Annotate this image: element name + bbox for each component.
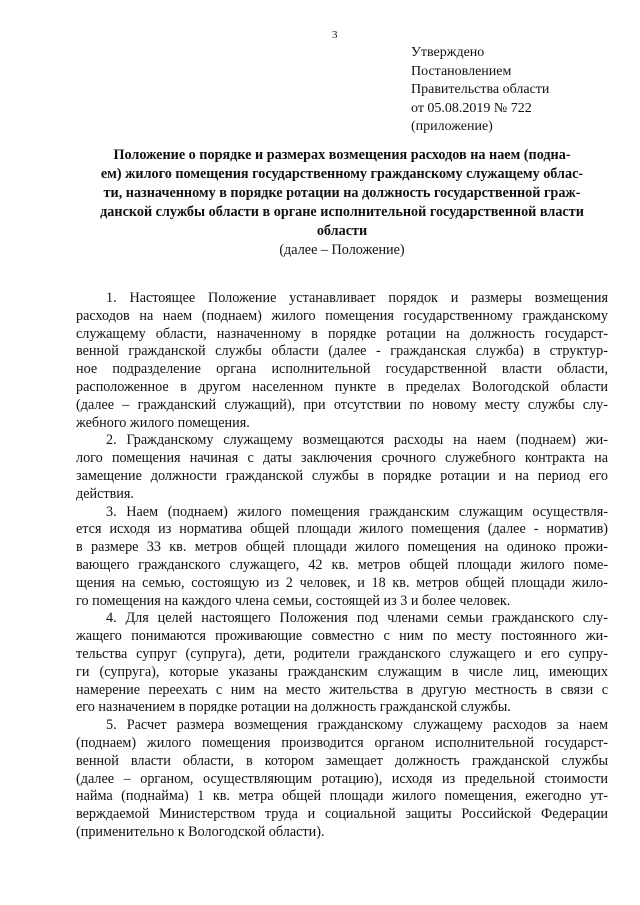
- paragraph-line: верждаемой Министерством труда и социальной защиты Российской Федерации: [76, 806, 608, 823]
- paragraph-4: [76, 610, 608, 717]
- paragraph-line: 2. Гражданскому служащему возмещаются расходы на наем (поднаем) жи-: [106, 432, 608, 449]
- paragraph-5: [76, 717, 608, 842]
- document-title: [68, 146, 616, 260]
- approval-block: [411, 44, 549, 137]
- page-number: 3: [332, 29, 338, 41]
- paragraph-line: 3. Наем (поднаем) жилого помещения гражданским служащим осуществля-: [106, 503, 608, 520]
- paragraph-line: жебного жилого помещения.: [76, 414, 250, 431]
- paragraph-line: щения на семью, состоящую из 2 человек, и 18 кв. метров общей площади жило-: [76, 574, 608, 591]
- approval-line: Постановлением: [411, 63, 512, 79]
- paragraph-line: го помещения на каждого члена семьи, состоящей из 3 и более человек.: [76, 592, 511, 609]
- title-line: ти, назначенному в порядке ротации на должность государственной граж-: [103, 185, 581, 201]
- paragraph-line: ное подразделение органа исполнительной государственной власти области,: [76, 361, 608, 378]
- paragraph-line: венной гражданской службы области (далее - гражданская служба) в структур-: [76, 343, 608, 360]
- paragraph-line: жащего понимаются проживающие совместно с ним по месту постоянного жи-: [76, 628, 608, 645]
- paragraph-line: в размере 33 кв. метров общей площади жилого помещения на одиноко прожи-: [76, 539, 608, 556]
- title-line: области: [316, 223, 368, 239]
- paragraph-line: 5. Расчет размера возмещения гражданскому служащему расходов за наем: [106, 717, 608, 734]
- title-line: данской службы области в органе исполнительной государственной власти: [100, 204, 584, 220]
- title-line: ем) жилого помещения государственному гражданскому служащему облас-: [100, 166, 584, 182]
- approval-line: Правительства области: [411, 82, 550, 98]
- paragraph-line: лого помещения начиная с даты заключения срочного служебного контракта на: [76, 450, 608, 467]
- paragraph-line: 4. Для целей настоящего Положения под членами семьи гражданского слу-: [106, 610, 608, 627]
- approval-line: Утверждено: [411, 45, 485, 60]
- paragraph-line: его назначением в порядке ротации на должность гражданской службы.: [76, 699, 511, 716]
- paragraph-line: действия.: [76, 485, 134, 502]
- paragraph-line: ги (супруга), которые указаны гражданским служащим в числе лиц, имеющих: [76, 663, 608, 680]
- paragraph-line: тельства супруг (супруга), дети, родители гражданского служащего и его супру-: [76, 645, 608, 662]
- approval-line: от 05.08.2019 № 722: [411, 100, 532, 116]
- paragraph-3: [76, 504, 608, 611]
- paragraph-line: (далее – органом, осуществляющим ротацию), исходя из предельной стоимости: [76, 770, 608, 787]
- paragraph-line: вающего гражданского служащего, 42 кв. метров общей площади жилого поме-: [76, 556, 608, 573]
- document-body: [76, 290, 608, 842]
- paragraph-line: (далее – гражданский служащий), при отсутствии по новому месту службы слу-: [76, 396, 608, 413]
- paragraph-line: замещение должности гражданской службы в порядке ротации и на период его: [76, 467, 608, 484]
- paragraph-line: расходов на наем (поднаем) жилого помещения государственному гражданскому: [76, 307, 608, 324]
- title-subtitle: (далее – Положение): [279, 242, 405, 258]
- paragraph-line: (применительно к Вологодской области).: [76, 823, 325, 840]
- paragraph-1: [76, 290, 608, 432]
- title-line: Положение о порядке и размерах возмещения расходов на наем (подна-: [113, 147, 571, 163]
- paragraph-line: венной власти области, в котором замещает должность гражданской службы: [76, 752, 608, 769]
- approval-line: (приложение): [411, 119, 493, 135]
- paragraph-line: найма (поднайма) 1 кв. метра общей площади жилого помещения, ежегодно ут-: [76, 788, 608, 805]
- paragraph-2: [76, 432, 608, 503]
- paragraph-line: 1. Настоящее Положение устанавливает порядок и размеры возмещения: [106, 290, 608, 306]
- paragraph-line: служащему области, назначенному в порядке ротации на должность государст-: [76, 325, 608, 342]
- paragraph-line: расположенное в другом населенном пункте в пределах Вологодской области: [76, 378, 608, 395]
- paragraph-line: ется исходя из норматива общей площади жилого помещения (далее - норматив): [76, 521, 608, 538]
- paragraph-line: (поднаем) жилого помещения производится органом исполнительной государст-: [76, 734, 608, 751]
- paragraph-line: намерение переехать с ним на место жительства в другую местность в связи с: [76, 681, 608, 698]
